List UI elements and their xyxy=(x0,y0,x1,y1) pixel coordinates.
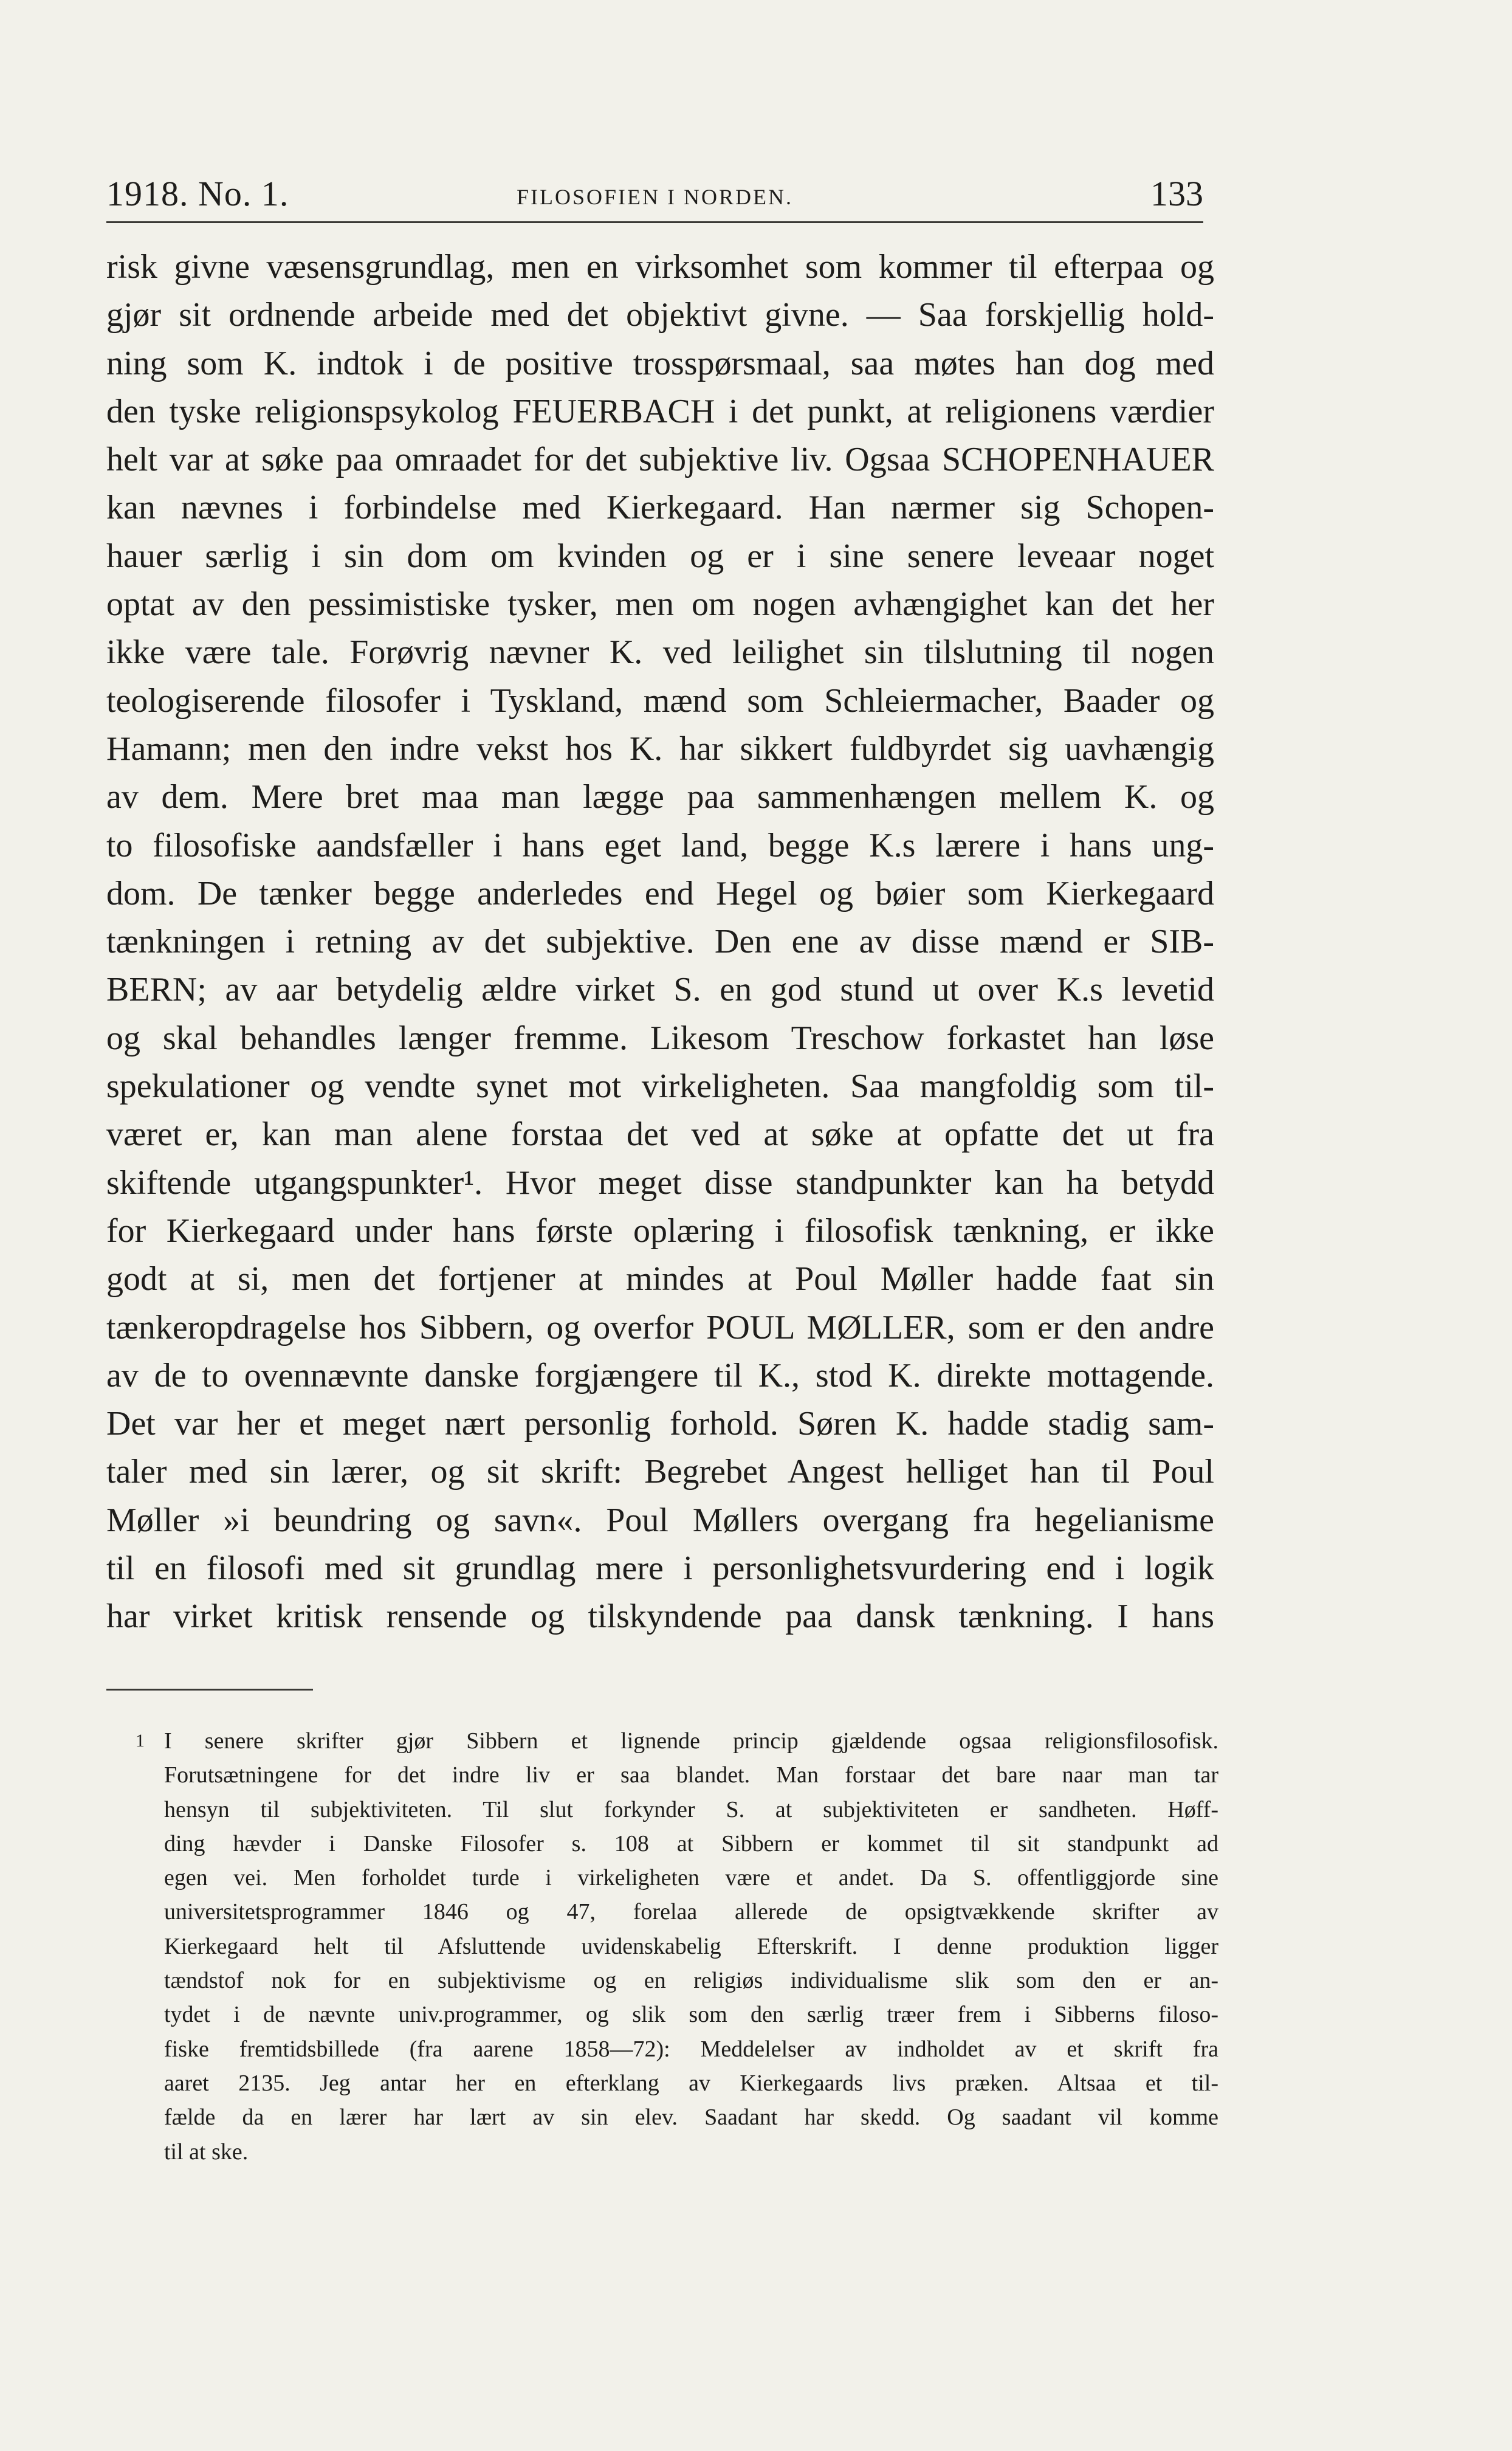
body-line: risk givne væsensgrundlag, men en virksomhet som kommer til efterpaa og xyxy=(106,248,1214,286)
footnote-line: aaret 2135. Jeg antar her en efterklang av Kierkegaards livs præken. Altsaa et til- xyxy=(164,2070,1218,2096)
body-line: optat av den pessimistiske tysker, men om nogen avhængighet kan det her xyxy=(106,585,1214,624)
footnote-line: fiske fremtidsbillede (fra aarene 1858—72): Meddelelser av indholdet av et skrift fra xyxy=(164,2036,1218,2062)
body-line: Hamann; men den indre vekst hos K. har sikkert fuldbyrdet sig uavhængig xyxy=(106,729,1214,768)
body-line: BERN; av aar betydelig ældre virket S. en god stund ut over K.s levetid xyxy=(106,971,1214,1009)
footnote-line: tændstof nok for en subjektivisme og en religiøs individualisme slik som den er an- xyxy=(164,1968,1218,1994)
body-line: for Kierkegaard under hans første oplæring i filosofisk tænkning, er ikke xyxy=(106,1212,1214,1250)
body-line: Det var her et meget nært personlig forhold. Søren K. hadde stadig sam- xyxy=(106,1405,1214,1443)
body-line: den tyske religionspsykolog FEUERBACH i det punkt, at religionens værdier xyxy=(106,392,1214,430)
body-line: været er, kan man alene forstaa det ved at søke at opfatte det ut fra xyxy=(106,1115,1214,1154)
body-line: og skal behandles længer fremme. Likesom Treschow forkastet han løse xyxy=(106,1019,1214,1057)
body-line: av dem. Mere bret maa man lægge paa sammenhængen mellem K. og xyxy=(106,778,1214,816)
body-line: gjør sit ordnende arbeide med det objektivt givne. — Saa forskjellig hold- xyxy=(106,296,1214,334)
header-title: FILOSOFIEN I NORDEN. xyxy=(517,185,793,209)
running-header xyxy=(106,173,1203,222)
footnote-line: ding hævder i Danske Filosofer s. 108 at Sibbern er kommet til sit standpunkt ad xyxy=(164,1830,1218,1856)
body-line: tænkningen i retning av det subjektive. Den ene av disse mænd er SIB- xyxy=(106,923,1214,961)
body-line: skiftende utgangspunkter¹. Hvor meget disse standpunkter kan ha betydd xyxy=(106,1163,1214,1202)
body-line: hauer særlig i sin dom om kvinden og er i sine senere leveaar noget xyxy=(106,537,1214,575)
footnote-line: hensyn til subjektiviteten. Til slut forkynder S. at subjektiviteten er sandheten. Høff- xyxy=(164,1796,1218,1822)
footnote-line: til at ske. xyxy=(164,2139,249,2165)
body-line: helt var at søke paa omraadet for det subjektive liv. Ogsaa SCHOPENHAUER xyxy=(106,441,1214,479)
body-line: ning som K. indtok i de positive trosspørsmaal, saa møtes han dog med xyxy=(106,344,1214,382)
body-line: kan nævnes i forbindelse med Kierkegaard. Han nærmer sig Schopen- xyxy=(106,489,1214,527)
footnote-line: Kierkegaard helt til Afsluttende uvidenskabelig Efterskrift. I denne produktion ligger xyxy=(164,1933,1218,1959)
body-line: spekulationer og vendte synet mot virkeligheten. Saa mangfoldig som til- xyxy=(106,1067,1214,1106)
header-rule xyxy=(106,221,1203,223)
body-line: av de to ovennævnte danske forgjængere til K., stod K. direkte mottagende. xyxy=(106,1356,1214,1394)
body-line: to filosofiske aandsfæller i hans eget land, begge K.s lærere i hans ung- xyxy=(106,826,1214,864)
body-text xyxy=(106,243,1214,1641)
footnote-line: Forutsætningene for det indre liv er saa blandet. Man forstaar det bare naar man tar xyxy=(164,1762,1218,1788)
body-line: tænkeropdragelse hos Sibbern, og overfor POUL MØLLER, som er den andre xyxy=(106,1308,1214,1346)
footnote-marker: 1 xyxy=(136,1731,145,1751)
body-line: har virket kritisk rensende og tilskyndende paa dansk tænkning. I hans xyxy=(106,1598,1214,1636)
footnote-rule xyxy=(106,1689,313,1691)
footnote-line: tydet i de nævnte univ.programmer, og slik som den særlig træer frem i Sibberns filoso- xyxy=(164,2002,1218,2028)
body-line: teologiserende filosofer i Tyskland, mænd som Schleiermacher, Baader og xyxy=(106,681,1214,720)
footnote-line: egen vei. Men forholdet turde i virkeligheten være et andet. Da S. offentliggjorde sine xyxy=(164,1865,1218,1891)
header-volume: 1918. No. 1. xyxy=(106,174,289,213)
footnote-line: I senere skrifter gjør Sibbern et lignende princip gjældende ogsaa religionsfilosofisk. xyxy=(164,1728,1218,1754)
body-line: dom. De tænker begge anderledes end Hegel og bøier som Kierkegaard xyxy=(106,874,1214,912)
footnote-line: universitetsprogrammer 1846 og 47, forelaa allerede de opsigtvækkende skrifter av xyxy=(164,1899,1218,1925)
body-line: ikke være tale. Forøvrig nævner K. ved leilighet sin tilslutning til nogen xyxy=(106,633,1214,672)
footnote-line: fælde da en lærer har lært av sin elev. Saadant har skedd. Og saadant vil komme xyxy=(164,2105,1218,2131)
page-number: 133 xyxy=(1150,174,1203,213)
body-line: taler med sin lærer, og sit skrift: Begrebet Angest helliget han til Poul xyxy=(106,1453,1214,1491)
footnote xyxy=(137,1724,1218,2169)
body-line: godt at si, men det fortjener at mindes at Poul Møller hadde faat sin xyxy=(106,1260,1214,1298)
body-line: Møller »i beundring og savn«. Poul Møllers overgang fra hegelianisme xyxy=(106,1501,1214,1539)
body-line: til en filosofi med sit grundlag mere i personlighetsvurdering end i logik xyxy=(106,1550,1214,1588)
